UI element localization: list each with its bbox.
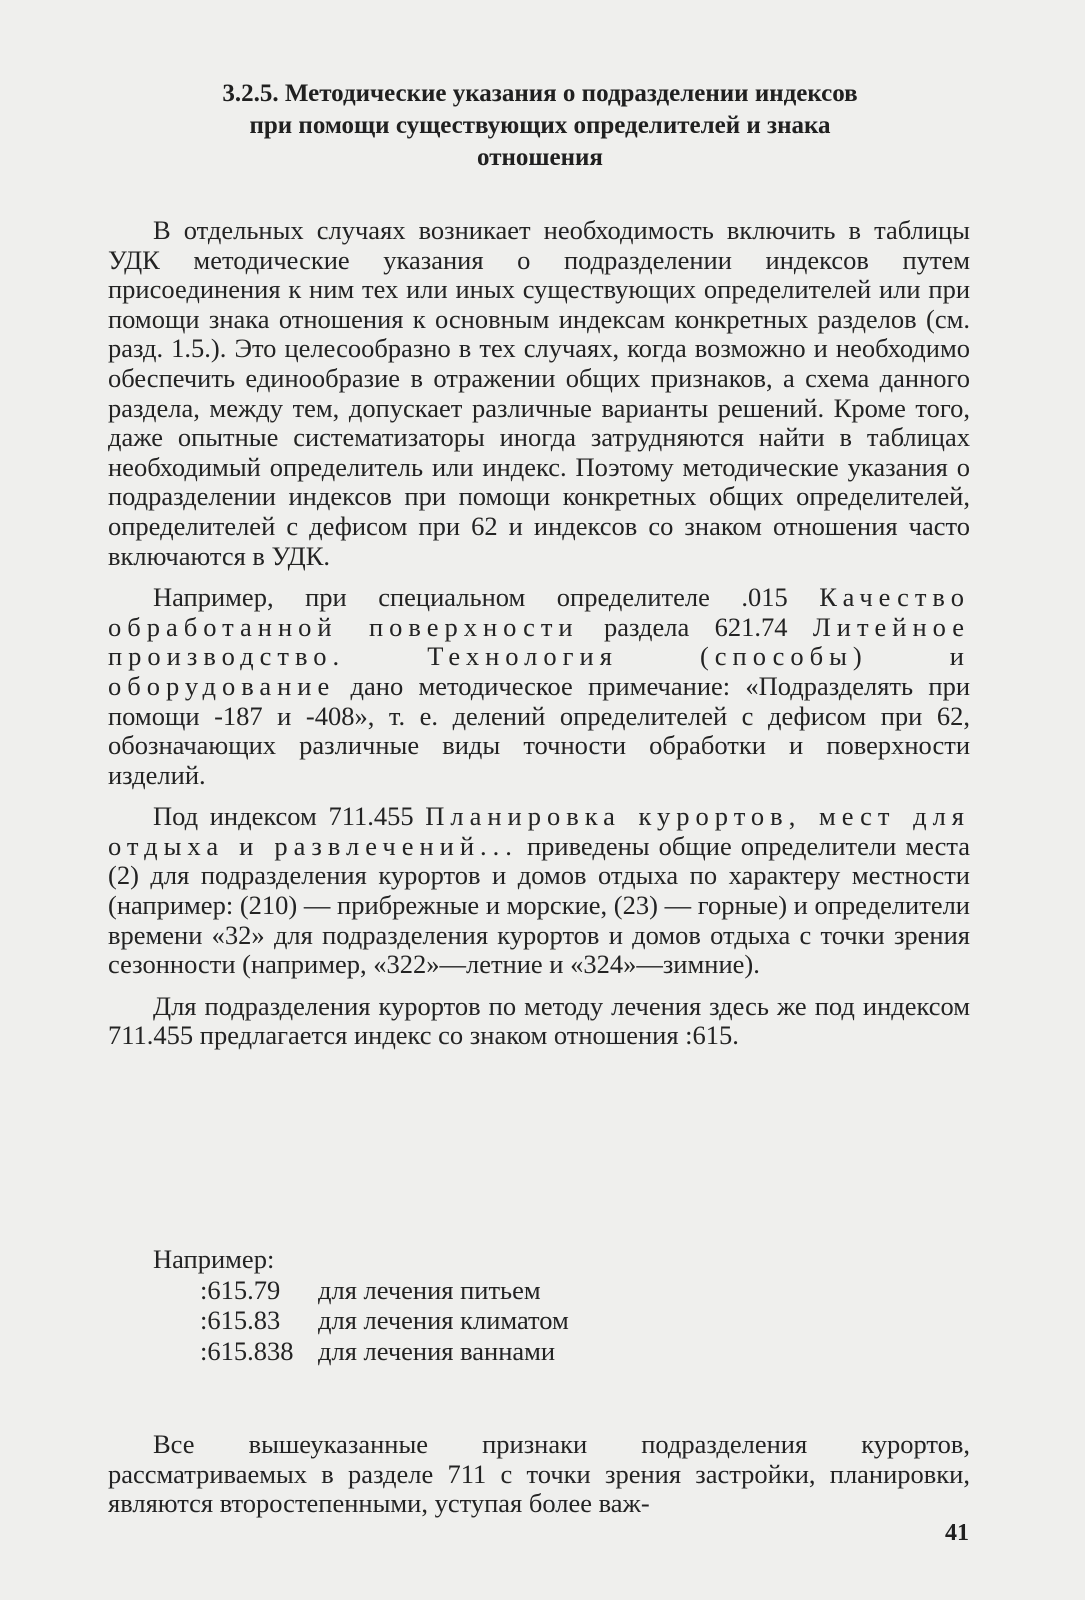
- example-code: :615.838: [200, 1335, 294, 1366]
- page-number: 41: [945, 1520, 969, 1546]
- examples-list: [108, 1244, 968, 1366]
- paragraph-4: Для подразделения курортов по методу лечения здесь же под индексом 711.455 предлагается индекс со знаком отношения :615.: [108, 990, 970, 1051]
- closing-paragraph: Все вышеуказанные признаки подразделения курортов, рассматриваемых в разделе 711 с точки зрения застройки, планировки, являются второстепенными, уступая более важ-: [108, 1429, 970, 1519]
- example-row: [200, 1336, 968, 1367]
- p2-text-2: раздела 621.74: [578, 611, 813, 642]
- example-text: для лечения питьем: [318, 1274, 541, 1305]
- p2-text-3: дано методическое примечание: «Подразделять при помощи -187 и -408», т. е. делений определителей с дефисом при 62, обозначающих различные виды точности обработки и поверхности изделий.: [108, 670, 970, 790]
- p2-spaced-title-2: Литейное производство. Технология (способы) и оборудование: [108, 611, 971, 701]
- paragraph-3: [108, 802, 970, 980]
- example-code: :615.83: [200, 1305, 281, 1335]
- body-text: [108, 216, 970, 1051]
- closing-text: [108, 1430, 970, 1519]
- p2-text-1: Например, при специальном определителе .015: [153, 582, 820, 613]
- example-row: [200, 1305, 968, 1336]
- example-code: :615.79: [200, 1274, 281, 1305]
- example-row: [200, 1275, 968, 1306]
- p3-text-1: Под индексом 711.455: [153, 801, 426, 832]
- p3-text-2: приведены общие определители места (2) для подразделения курортов и домов отдыха по характеру местности (например: (210) — прибрежные и морские, (23) — горные) и определители времени «32» для подразделения курортов и домов отдыха с точки зрения сезонности (например, «322»—летние и «324»—зимние).: [108, 830, 970, 980]
- example-text: для лечения климатом: [318, 1305, 569, 1335]
- example-text: для лечения ваннами: [318, 1335, 556, 1366]
- examples-intro: Например:: [153, 1244, 275, 1274]
- section-heading: [108, 78, 972, 174]
- paragraph-1: В отдельных случаях возникает необходимость включить в таблицы УДК методические указания о подразделении индексов путем присоединения к ним тех или иных существующих определителей или при помощи знака отношения к основным индексам конкретных разделов (см. разд. 1.5.). Это целесообразно в тех случаях, когда возможно и необходимо обеспечить единообразие в отражении общих признаков, а схема данного раздела, между тем, допускает различные варианты решений. Кроме того, даже опытные систематизаторы иногда затрудняются найти в таблицах необходимый определитель или индекс. Поэтому методические указания о подразделении индексов при помощи конкретных общих определителей, определителей с дефисом при 62 и индексов со знаком отношения часто включаются в УДК.: [108, 215, 970, 571]
- heading-line-1: 3.2.5. Методические указания о подразделении индексов: [222, 80, 858, 107]
- heading-line-2: при помощи существующих определителей и знака: [249, 112, 831, 139]
- heading-line-3: отношения: [477, 144, 603, 171]
- p2-spaced-title-1: Качество обработанной поверхности: [108, 582, 970, 642]
- paragraph-2: [108, 583, 970, 790]
- p3-spaced-title: Планировка курортов, мест для отдыха и развлечений...: [108, 801, 970, 861]
